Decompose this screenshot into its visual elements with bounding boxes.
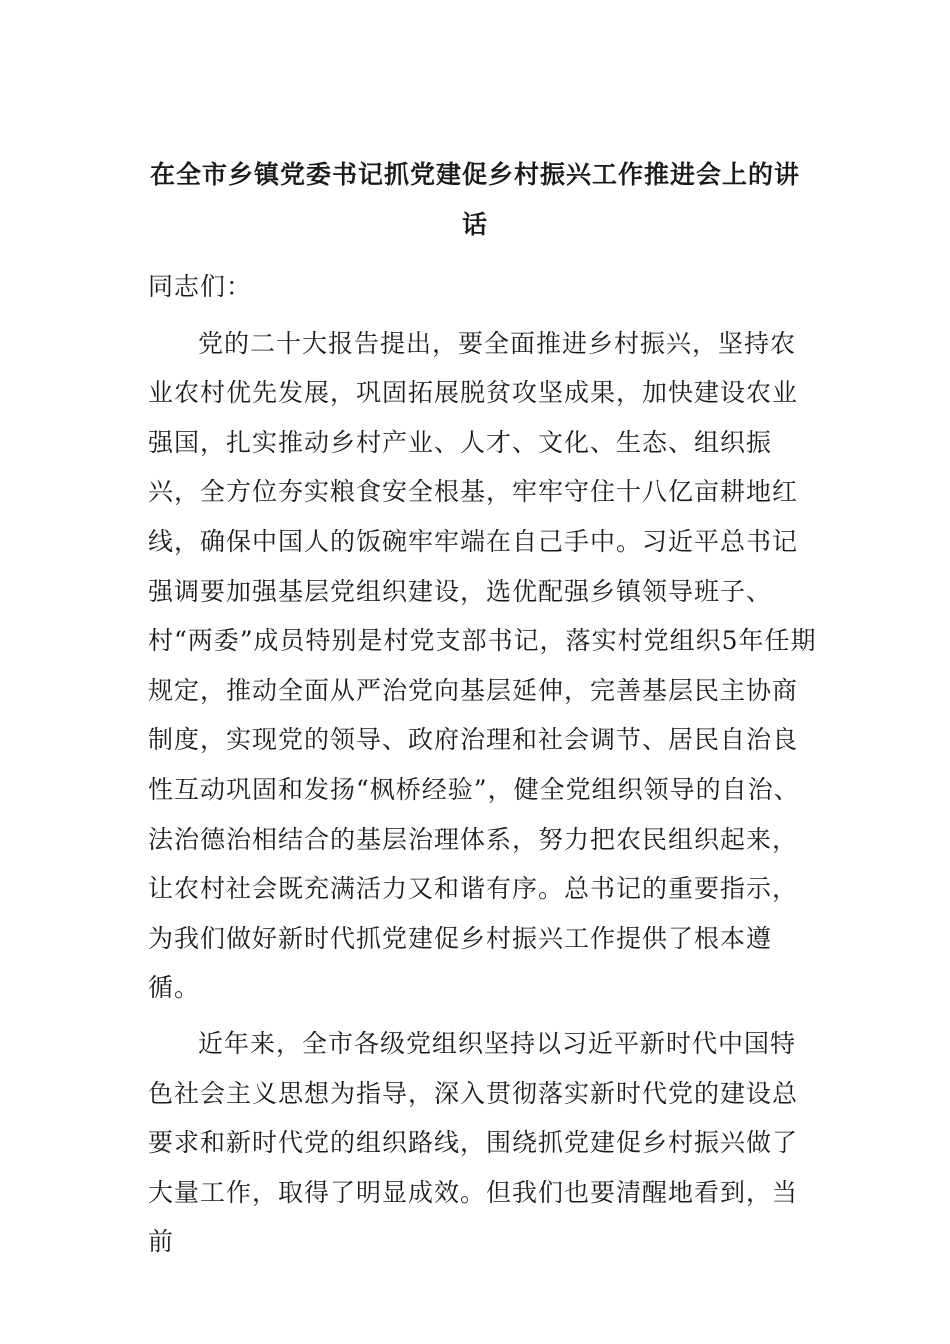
- paragraph-1: 党的二十大报告提出，要全面推进乡村振兴，坚持农业农村优先发展，巩固拓展脱贫攻坚成果，加快建设农业强国，扎实推动乡村产业、人才、文化、生态、组织振兴，全方位夯实粮食安全根基，牢牢守住十八亿亩耕地红线，确保中国人的饭碗牢牢端在自己手中。习近平总书记强调要加强基层党组织建设，选优配强乡镇领导班子、村“两委”成员特别是村党支部书记，落实村党组织5年任期规定，推动全面从严治党向基层延伸，完善基层民主协商制度，实现党的领导、政府治理和社会调节、居民自治良性互动巩固和发扬“枫桥经验”，健全党组织领导的自治、法治德治相结合的基层治理体系，努力把农民组织起来，让农村社会既充满活力又和谐有序。总书记的重要指示，为我们做好新时代抓党建促乡村振兴工作提供了根本遵循。: [148, 328, 817, 1003]
- paragraph-2: 近年来，全市各级党组织坚持以习近平新时代中国特色社会主义思想为指导，深入贯彻落实新时代党的建设总要求和新时代党的组织路线，围绕抓党建促乡村振兴做了大量工作，取得了明显成效。但我们也要清醒地看到，当前: [148, 1028, 799, 1257]
- document-body: [148, 262, 818, 1273]
- salutation: 同志们：: [148, 272, 253, 301]
- document-title: 在全市乡镇党委书记抓党建促乡村振兴工作推进会上的讲话: [149, 160, 800, 239]
